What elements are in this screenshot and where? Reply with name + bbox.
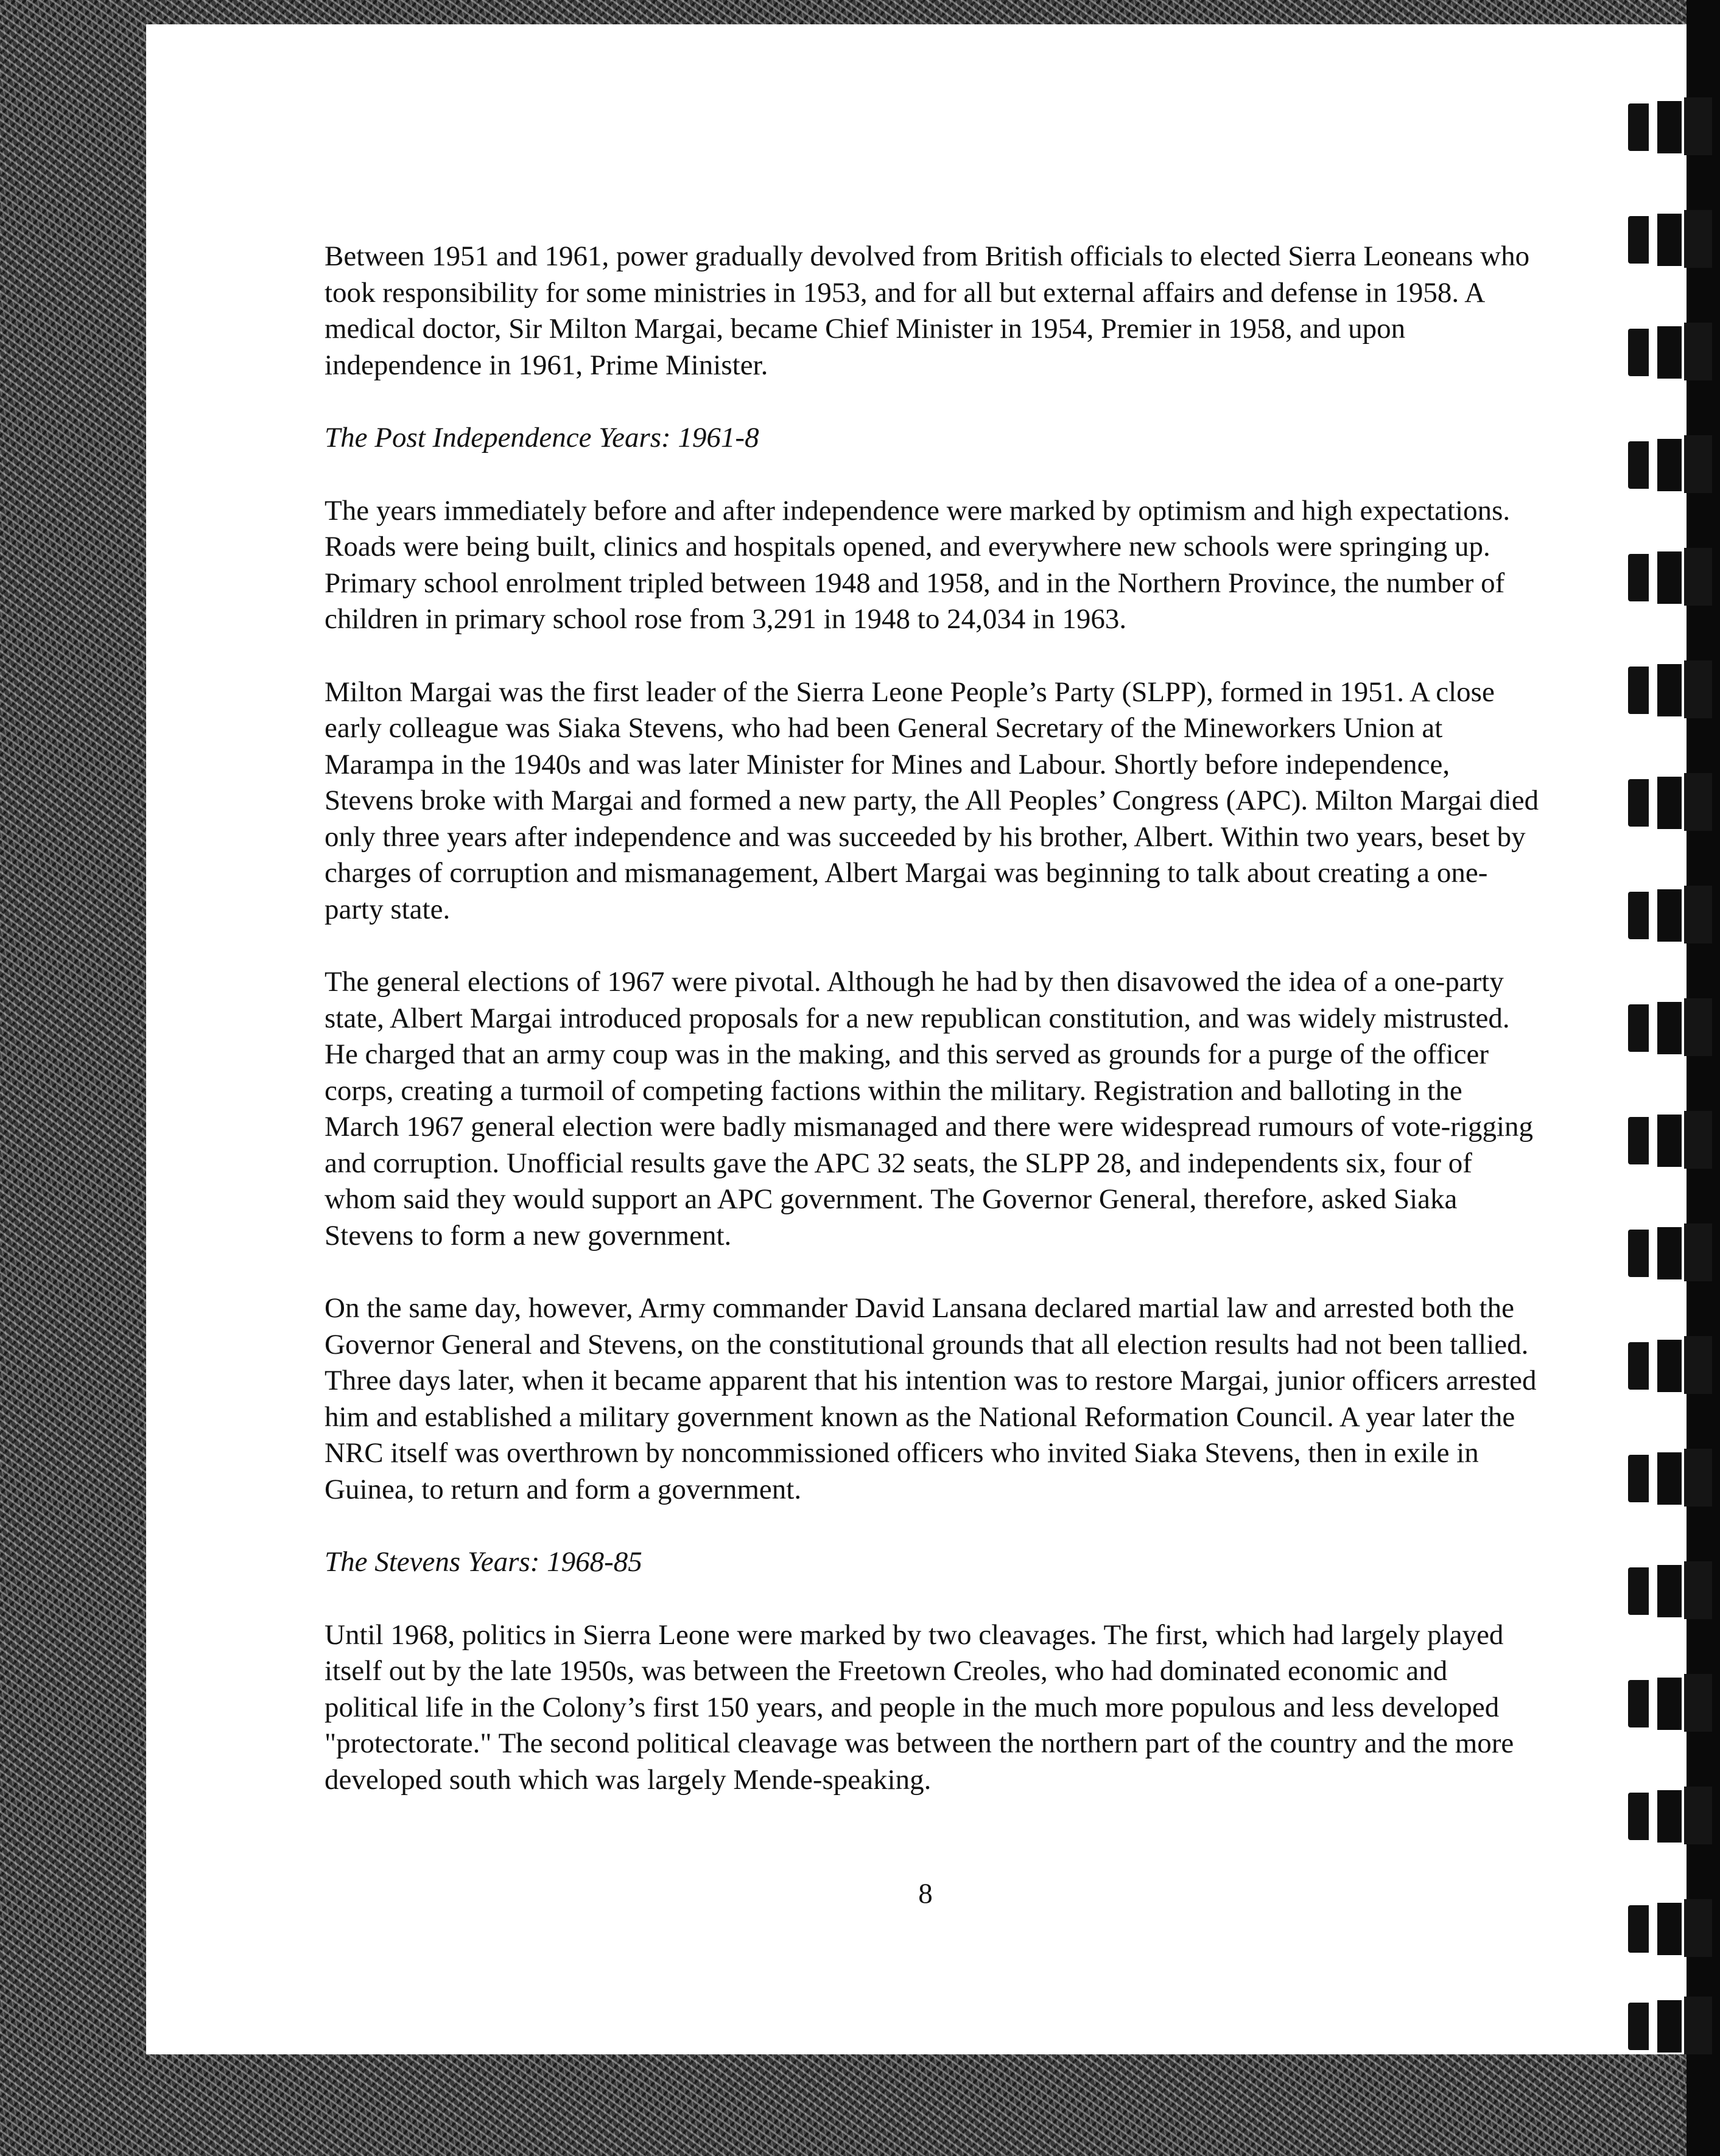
paragraph-martial-law: On the same day, however, Army commander David Lansana declared martial law and arrested both the Governor General and Stevens, on the constitutional grounds that all election results had not been tallied. Three days later, when it became apparent that his intention was to restore Margai, junior officers arrested him and established a military government known as the National Reformation Council. A year later the NRC itself was overthrown by noncommissioned officers who invited Siaka Stevens, then in exile in Guinea, to return and form a government. — [325, 1292, 1537, 1505]
body-text — [325, 239, 1542, 1835]
binding-ring-icon — [1621, 1997, 1712, 2054]
binding-ring-icon — [1621, 435, 1712, 493]
binding-ring-icon — [1621, 660, 1712, 718]
binding-ring-icon — [1621, 323, 1712, 380]
binding-ring-icon — [1621, 1223, 1712, 1281]
binding-ring-icon — [1621, 1787, 1712, 1844]
page-number: 8 — [918, 1878, 933, 1909]
binding-ring-icon — [1621, 210, 1712, 268]
section-heading-stevens-years: The Stevens Years: 1968-85 — [325, 1546, 642, 1578]
spiral-binding — [1621, 97, 1712, 2057]
section-heading-post-independence: The Post Independence Years: 1961-8 — [325, 422, 759, 453]
binding-ring-icon — [1621, 1674, 1712, 1732]
binding-ring-icon — [1621, 548, 1712, 606]
binding-ring-icon — [1621, 97, 1712, 155]
paragraph-slpp: Milton Margai was the first leader of the Sierra Leone People’s Party (SLPP), formed in 1951. A close early colleague was Siaka Stevens, who had been General Secretary of the Mineworkers Union at Marampa in the 1940s and was later Minister for Mines and Labour. Shortly before independence, Stevens broke with Margai and formed a new party, the All Peoples’ Congress (APC). Milton Margai died only three years after independence and was succeeded by his brother, Albert. Within two years, beset by charges of corruption and mismanagement, Albert Margai was beginning to talk about creating a one-party state. — [325, 676, 1539, 925]
paragraph-cleavages: Until 1968, politics in Sierra Leone were marked by two cleavages. The first, which had largely played itself out by the late 1950s, was between the Freetown Creoles, who had dominated economic and political life in the Colony’s first 150 years, and people in the much more populous and less developed "protectorate." The second political cleavage was between the northern part of the country and the more developed south which was largely Mende-speaking. — [325, 1619, 1514, 1796]
binding-ring-icon — [1621, 1561, 1712, 1619]
paragraph-elections-1967: The general elections of 1967 were pivotal. Although he had by then disavowed the idea of a one-party state, Albert Margai introduced proposals for a new republican constitution, and was widely mistrusted. He charged that an army coup was in the making, and this served as grounds for a purge of the officer corps, creating a turmoil of competing factions within the military. Registration and balloting in the March 1967 general election were badly mismanaged and there were widespread rumours of vote-rigging and corruption. Unofficial results gave the APC 32 seats, the SLPP 28, and independents six, four of whom said they would support an APC government. The Governor General, therefore, asked Siaka Stevens to form a new government. — [325, 966, 1534, 1251]
paragraph-optimism: The years immediately before and after independence were marked by optimism and high expectations. Roads were being built, clinics and hospitals opened, and everywhere new schools were springing up. Primary school enrolment tripled between 1948 and 1958, and in the Northern Province, the number of children in primary school rose from 3,291 in 1948 to 24,034 in 1963. — [325, 494, 1511, 635]
binding-ring-icon — [1621, 998, 1712, 1056]
binding-ring-icon — [1621, 1336, 1712, 1394]
paragraph-devolution: Between 1951 and 1961, power gradually devolved from British officials to elected Sierra Leoneans who took responsibility for some ministries in 1953, and for all but external affairs and defense in 1958. A medical doctor, Sir Milton Margai, became Chief Minister in 1954, Premier in 1958, and upon independence in 1961, Prime Minister. — [325, 240, 1530, 381]
binding-ring-icon — [1621, 773, 1712, 831]
binding-ring-icon — [1621, 1111, 1712, 1169]
binding-ring-icon — [1621, 886, 1712, 943]
binding-ring-icon — [1621, 1899, 1712, 1957]
binding-ring-icon — [1621, 1449, 1712, 1507]
